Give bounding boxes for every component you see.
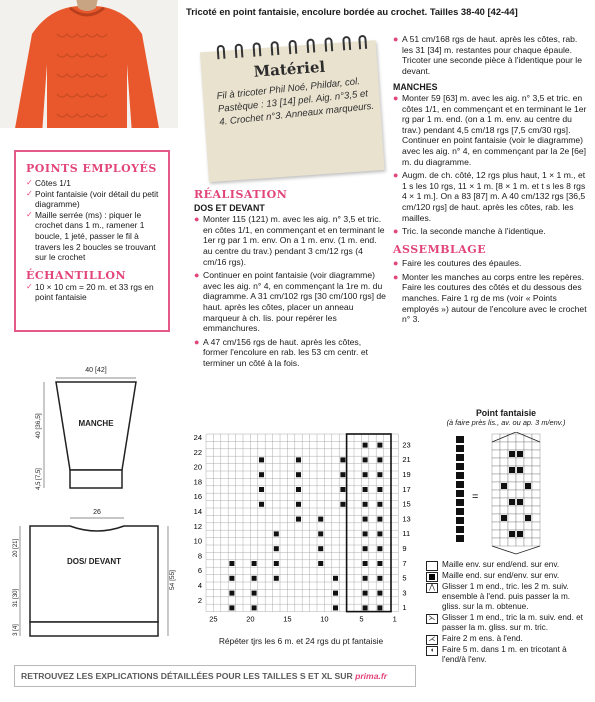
stitch-mark (252, 591, 257, 596)
grid-cell (532, 466, 540, 474)
row-number-right: 7 (402, 558, 407, 568)
stitch-mark (377, 443, 382, 448)
grid-cell (492, 498, 500, 506)
grid-cell (532, 434, 540, 442)
manches-item: ● Augm. de ch. côté, 12 rgs plus haut, 1 × 1 m., et 1 s les 10 rgs, 11 × 1 m. [8 × 1 m. et t s les 8 rgs 4 × 1 m.]. On a 83 [87] m. A 40 cm/132 rgs [36,5 cm/120 rgs] de haut. après les côtes, rab. les mailles. (393, 170, 586, 223)
bullet-icon: ● (194, 214, 200, 225)
stitch-mark (456, 436, 464, 443)
stitch-mark (363, 443, 368, 448)
stitch-mark (377, 502, 382, 507)
grid-cell (524, 450, 532, 458)
check-icon: ✓ (26, 188, 33, 198)
neck-label: 26 (93, 509, 101, 516)
row-number-right: 21 (402, 455, 411, 465)
materiel-text: Fil à tricoter Phil Noé, Phildar, col. Pastèque : 13 [14] pel. Aig. n°3,5 et 4. Crochet n°3. Anneaux marqueurs. (216, 76, 375, 128)
grid-cell (532, 538, 540, 546)
stitch-mark (509, 499, 515, 505)
grid-cell (508, 490, 516, 498)
legend (426, 560, 586, 666)
row-number-right: 13 (402, 514, 411, 524)
grid-cell (508, 482, 516, 490)
stitch-mark (333, 605, 338, 610)
stitch-mark (340, 457, 345, 462)
bullet-icon: ● (393, 92, 399, 103)
grid-cell (532, 522, 540, 530)
stitch-mark (377, 457, 382, 462)
stitch-mark (363, 561, 368, 566)
check-icon: ✓ (26, 178, 33, 187)
materiel-notebook (199, 30, 388, 184)
stitch-mark (517, 467, 523, 473)
stitch-mark (377, 531, 382, 536)
stitch-mark (509, 467, 515, 473)
grid-cell (500, 506, 508, 514)
pattern-subtitle (186, 6, 518, 17)
empty-square-icon (426, 561, 438, 571)
stitch-mark (296, 472, 301, 477)
stitch-mark (509, 451, 515, 457)
col-number: 25 (209, 614, 218, 624)
grid-cell (532, 450, 540, 458)
stitch-mark (259, 487, 264, 492)
points-item: ✓ Maille serrée (ms) : piquer le crochet dans 1 m., ramener 1 boucle, 1 jeté, passer le fil à travers les 2 boucles se trouvant sur le crochet (26, 209, 156, 263)
stitch-mark (456, 508, 464, 515)
col-number: 20 (246, 614, 255, 624)
stitch-mark (333, 576, 338, 581)
row-number-right: 5 (402, 573, 407, 583)
stitch-mark (252, 605, 257, 610)
grid-cell (524, 442, 532, 450)
stitch-mark (340, 502, 345, 507)
realisation-title: RÉALISATION (194, 188, 288, 201)
stitch-mark (363, 531, 368, 536)
small-diagram-title: Point fantaisie (475, 408, 537, 418)
realisation-item: ● Monter 115 (121) m. avec les aig. n° 3,5 et tric. en côtes 1/1, en commençant et en terminant le 1er rg par 1 m. env. On a 1 m. env. (1 m. end. au centre du trav.) pendant 3 cm/12 rgs (4 cm/16 rgs). (194, 214, 385, 267)
sweater-photo (0, 0, 178, 128)
grid-cell (524, 466, 532, 474)
bullet-icon: ● (393, 271, 399, 282)
col-number: 1 (392, 614, 397, 624)
stitch-mark (252, 576, 257, 581)
manche-height-label: 40 [36,5] (35, 413, 42, 439)
points-box (14, 150, 170, 332)
stitch-mark (517, 499, 523, 505)
echantillon-item: ✓ 10 × 10 cm = 20 m. et 33 rgs en point fantaisie (26, 281, 154, 303)
materiel-title: Matériel (252, 57, 326, 81)
row-number-left: 2 (197, 595, 202, 605)
row-number-right: 15 (402, 499, 411, 509)
manches-item: ● Tric. la seconde manche à l'identique. (393, 226, 546, 237)
row-number-left: 24 (193, 433, 202, 442)
stitch-mark (377, 487, 382, 492)
stitch-mark (296, 487, 301, 492)
grid-cell (524, 522, 532, 530)
stitch-mark (259, 457, 264, 462)
grid-cell (532, 474, 540, 482)
grid-cell (500, 498, 508, 506)
check-icon: ✓ (26, 281, 33, 291)
stitch-mark (296, 457, 301, 462)
grid-cell (516, 538, 524, 546)
row-number-left: 8 (197, 551, 202, 561)
bullet-icon: ● (194, 270, 200, 281)
stitch-mark (517, 451, 523, 457)
grid-cell (500, 522, 508, 530)
grid-cell (532, 482, 540, 490)
echantillon-title: ÉCHANTILLON (26, 268, 127, 282)
grid-cell (532, 490, 540, 498)
col-number: 5 (359, 614, 364, 624)
stitch-mark (456, 454, 464, 461)
row-number-left: 10 (193, 536, 202, 546)
row-number-left: 18 (193, 477, 202, 487)
grid-cell (500, 458, 508, 466)
grid-cell (492, 482, 500, 490)
stitch-mark (259, 502, 264, 507)
subtitle-text: Tricoté en point fantaisie, encolure bordée au crochet. (186, 6, 428, 17)
stitch-mark (252, 561, 257, 566)
dos-h3-label: 3 [4] (13, 624, 19, 636)
grid-cell (492, 466, 500, 474)
stitch-mark (456, 463, 464, 470)
col-number: 15 (283, 614, 292, 624)
grid-cell (492, 522, 500, 530)
manches-title: MANCHES (393, 82, 438, 93)
sweater-illustration (12, 0, 162, 128)
grid-cell (532, 530, 540, 538)
stitch-mark (377, 605, 382, 610)
dos-devant-subtitle: DOS ET DEVANT (194, 202, 265, 213)
grid-cell (500, 474, 508, 482)
schema-diagram (8, 358, 184, 648)
ssk-icon: ⋋ (426, 614, 438, 624)
grid-cell (524, 538, 532, 546)
grid-cell (492, 490, 500, 498)
stitch-mark (525, 483, 531, 489)
stitch-mark (363, 472, 368, 477)
grid-cell (516, 514, 524, 522)
grid-cell (524, 474, 532, 482)
row-number-right: 9 (402, 544, 407, 553)
stitch-mark (456, 535, 464, 542)
equals-sign: = (472, 491, 479, 503)
stitch-mark (377, 576, 382, 581)
stitch-mark (501, 483, 507, 489)
stitch-mark (274, 576, 279, 581)
stitch-mark (259, 472, 264, 477)
grid-cell (516, 490, 524, 498)
stitch-mark (509, 531, 515, 537)
stitch-mark (363, 502, 368, 507)
grid-caption: Répéter tjrs les 6 m. et 24 rgs du pt fantaisie (218, 636, 384, 646)
legend-row: ⋀ Glisser 1 m end., tric. les 2 m. suiv. ensemble à l'end. puis passer la m. gliss. sur la m. obtenue. (426, 582, 586, 612)
realisation-column (194, 190, 386, 369)
grid-cell (524, 498, 532, 506)
assemblage-item: ● Monter les manches au corps entre les repères. Faire les coutures des côtés et du dessous des manches. Faire 1 rg de ms (voir « Points employés ») autour de l'encolure avec le crochet n° 3. (393, 271, 587, 325)
grid-cell (492, 442, 500, 450)
decrease-3-icon: ⋀ (426, 583, 438, 593)
grid-cell (524, 530, 532, 538)
grid-cell (492, 458, 500, 466)
dos-h1-label: 20 [21] (13, 538, 19, 558)
grid-cell (500, 450, 508, 458)
diagram-arc (492, 546, 540, 554)
grid-cell (492, 530, 500, 538)
check-icon: ✓ (26, 209, 33, 219)
bullet-icon: ● (393, 34, 399, 44)
stitch-mark (318, 517, 323, 522)
grid-cell (492, 506, 500, 514)
stitch-mark (363, 605, 368, 610)
realisation-item: ● A 47 cm/156 rgs de haut. après les côtes, former l'encolure en rab. les 53 cm centr. et terminer un côté à la fois. (194, 336, 368, 368)
stitch-mark (456, 445, 464, 452)
points-item: ✓ Côtes 1/1 (26, 178, 71, 188)
grid-cell (532, 442, 540, 450)
grid-cell (508, 442, 516, 450)
grid-cell (524, 506, 532, 514)
banner-text: RETROUVEZ LES EXPLICATIONS DÉTAILLÉES POUR LES TAILLES S ET XL SUR prima.fr (21, 671, 388, 681)
stitch-mark (501, 515, 507, 521)
knitting-grid (186, 426, 422, 656)
dos-devant-label: DOS/ DEVANT (66, 557, 122, 566)
grid-cell (500, 530, 508, 538)
stitch-mark (318, 531, 323, 536)
stitch-mark (318, 561, 323, 566)
row-number-left: 12 (193, 521, 202, 531)
stitch-mark (229, 561, 234, 566)
manche-top-label: 40 [42] (85, 367, 107, 374)
dos-ribbing (30, 622, 158, 636)
bullet-icon: ● (393, 258, 399, 269)
manche-cuff-label: 4,5 [7,5] (36, 468, 42, 490)
stitch-mark (274, 561, 279, 566)
dos-devant-shape (30, 526, 158, 622)
legend-row: ⋋ Glisser 1 m end., tric la m. suiv. end. et passer la m. gliss. sur m. tric. (426, 613, 586, 633)
row-number-left: 6 (197, 566, 202, 576)
legend-row: Maille env. sur end/end. sur env. (426, 560, 586, 570)
sizes-text: Tailles 38-40 [42-44] (429, 6, 518, 17)
grid-cell (516, 442, 524, 450)
stitch-mark (456, 526, 464, 533)
grid-cell (500, 442, 508, 450)
assemblage-title: ASSEMBLAGE (393, 242, 487, 256)
stitch-mark (296, 502, 301, 507)
row-number-left: 22 (193, 447, 202, 457)
bottom-banner (14, 665, 416, 687)
manche-label: MANCHE (78, 419, 114, 428)
bullet-icon: ● (194, 336, 200, 347)
stitch-mark (363, 576, 368, 581)
stitch-mark (274, 546, 279, 551)
grid-cell (492, 450, 500, 458)
grid-cell (532, 498, 540, 506)
grid-cell (500, 490, 508, 498)
grid-cell (524, 458, 532, 466)
legend-row: Maille end. sur end/env. sur env. (426, 571, 586, 581)
grid-cell (492, 538, 500, 546)
grid-cell (516, 482, 524, 490)
row-number-right: 19 (402, 470, 411, 479)
stitch-mark (525, 515, 531, 521)
grid-cell (524, 490, 532, 498)
manches-item: ● Monter 59 [63] m. avec les aig. n° 3,5 et tric. en côtes 1/1, en commençant et en terminant le 1er rg par 1 m. end. (on a 1 m. env. au centre du trav.) pendant 4,5 cm/18 rgs [7,5 cm/30 rgs]. Continuer en point fantaisie (voir le diagramme) avec les aig. n° 4, en commençant par la 2e [6e] m. du diagramme. (393, 92, 587, 167)
grid-cell (500, 538, 508, 546)
grid-cell (508, 458, 516, 466)
small-diagram (446, 432, 566, 556)
stitch-mark (363, 487, 368, 492)
grid-cell (516, 522, 524, 530)
stitch-mark (363, 457, 368, 462)
grid-cell (508, 506, 516, 514)
grid-cell (532, 514, 540, 522)
points-title: POINTS EMPLOYÉS (26, 162, 157, 175)
bullet-icon: ● (393, 170, 399, 181)
stitch-mark (377, 561, 382, 566)
grid-cell (492, 474, 500, 482)
stitch-mark (377, 591, 382, 596)
row-number-left: 14 (193, 507, 202, 516)
stitch-mark (340, 487, 345, 492)
manche-cuff (70, 470, 122, 488)
filled-square-icon (426, 572, 438, 582)
stitch-mark (456, 499, 464, 506)
row-number-right: 17 (402, 484, 411, 494)
stitch-mark (229, 591, 234, 596)
grid-cell (500, 466, 508, 474)
grid-cell (516, 458, 524, 466)
k2tog-icon: ⋌ (426, 635, 438, 645)
row-number-right: 3 (402, 588, 407, 598)
row-number-right: 23 (402, 440, 411, 450)
stitch-mark (363, 546, 368, 551)
realisation-item: ● Continuer en point fantaisie (voir diagramme) avec les aig. n° 4, en commençant la 1re m. du diagramme. A 31 cm/102 rgs [30 cm/100 rgs] de haut. après les côtes, placer un anneau marqueur à ch. lis. pour repérer les emmanchures. (194, 270, 386, 334)
right-column (393, 34, 587, 325)
row-number-right: 11 (402, 529, 411, 539)
grid-cell (532, 458, 540, 466)
stitch-mark (377, 472, 382, 477)
bullet-icon: ● (393, 226, 399, 237)
stitch-mark (456, 481, 464, 488)
stitch-mark (377, 517, 382, 522)
stitch-mark (229, 605, 234, 610)
grid-cell (508, 474, 516, 482)
grid-cell (492, 514, 500, 522)
grid-cell (516, 474, 524, 482)
row-number-left: 20 (193, 462, 202, 472)
dos-h2-label: 31 [30] (13, 588, 19, 608)
points-item: ✓ Point fantaisie (voir détail du petit diagramme) (26, 188, 159, 210)
row-number-right: 1 (402, 603, 407, 613)
row-number-left: 4 (197, 581, 202, 590)
row-number-left: 16 (193, 492, 202, 502)
stitch-mark (340, 472, 345, 477)
grid-cell (508, 514, 516, 522)
stitch-mark (456, 490, 464, 497)
stitch-mark (517, 531, 523, 537)
small-diagram-subtitle: (à faire près lis., av. ou ap. 3 m/env.) (446, 418, 566, 427)
grid-cell (508, 522, 516, 530)
stitch-mark (363, 591, 368, 596)
col-number: 10 (320, 614, 329, 624)
small-diagram-header (426, 408, 586, 427)
legend-row: ◖ Faire 5 m. dans 1 m. en tricotant à l'end/à l'env. (426, 645, 586, 665)
stitch-mark (456, 472, 464, 479)
stitch-mark (274, 531, 279, 536)
intro-item: ● A 51 cm/168 rgs de haut. après les côtes, rab. les 31 [34] m. restantes pour chaque épaule. Tricoter une seconde pièce à l'identique pour le devant. (393, 34, 582, 76)
grid-cell (492, 434, 500, 442)
dos-side-label: 54 [55] (169, 570, 176, 590)
assemblage-item: ● Faire les coutures des épaules. (393, 258, 522, 269)
stitch-mark (363, 517, 368, 522)
stitch-mark (333, 591, 338, 596)
stitch-mark (318, 546, 323, 551)
stitch-mark (296, 517, 301, 522)
grid-cell (516, 506, 524, 514)
stitch-mark (456, 517, 464, 524)
stitch-mark (377, 546, 382, 551)
grid-cell (508, 538, 516, 546)
legend-row: ⋌ Faire 2 m ens. à l'end. (426, 634, 586, 644)
brand-link[interactable]: prima.fr (355, 671, 388, 681)
bobble-icon: ◖ (426, 646, 438, 656)
stitch-mark (229, 576, 234, 581)
grid-cell (532, 506, 540, 514)
